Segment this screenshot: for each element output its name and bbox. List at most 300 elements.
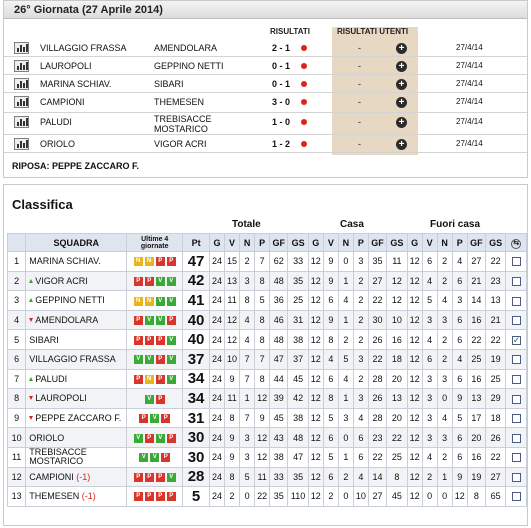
add-prediction-button[interactable]: + [396, 61, 407, 72]
stat-away: 12 [407, 487, 422, 507]
team-name-cell[interactable] [26, 447, 127, 467]
compare-checkbox[interactable] [512, 492, 521, 501]
stat-away: 12 [407, 389, 422, 409]
stat-tot: 5 [255, 291, 270, 311]
add-prediction-button[interactable]: + [396, 97, 407, 108]
team-name[interactable]: PEPPE ZACCARO F. [35, 413, 122, 424]
form-badge: P [156, 395, 165, 404]
stat-away: 13 [485, 291, 505, 311]
position: 9 [8, 408, 26, 428]
stat-away: 22 [485, 330, 505, 350]
stat-home: 4 [338, 291, 353, 311]
form-badge: V [134, 355, 143, 364]
compare-checkbox[interactable] [512, 434, 521, 443]
header-fuori-v: V [422, 234, 437, 252]
stat-away: 3 [452, 291, 467, 311]
standings-table [7, 233, 527, 507]
stat-away: 4 [437, 408, 452, 428]
stat-tot: 11 [255, 467, 270, 487]
header-pos [8, 234, 26, 252]
fixture-row [4, 93, 527, 113]
form-badge: V [167, 336, 176, 345]
stat-away: 18 [485, 408, 505, 428]
compare-icon[interactable]: ⇆ [511, 239, 521, 249]
standings-row [8, 447, 527, 467]
stat-away: 3 [437, 428, 452, 448]
team-name[interactable]: CAMPIONI [29, 471, 74, 482]
trend-down-icon [29, 416, 33, 420]
fixture-row [4, 39, 527, 57]
team-name-cell[interactable] [26, 330, 127, 350]
form-badge: P [167, 492, 176, 501]
standings-row [8, 252, 527, 272]
stat-away: 2 [437, 349, 452, 369]
form-badge: N [134, 297, 143, 306]
stat-tot: 22 [255, 487, 270, 507]
position: 1 [8, 252, 26, 272]
stat-home: 0 [338, 252, 353, 272]
team-name-cell[interactable] [26, 310, 127, 330]
stat-away: 27 [485, 467, 505, 487]
stat-tot: 24 [210, 349, 225, 369]
stat-home: 3 [353, 349, 368, 369]
header-tot-gf: GF [270, 234, 288, 252]
header-casa-p: P [353, 234, 368, 252]
stat-tot: 110 [288, 487, 308, 507]
header-tot-gs: GS [288, 234, 308, 252]
stat-tot: 31 [288, 310, 308, 330]
stat-tot: 2 [240, 252, 255, 272]
stat-tot: 37 [288, 349, 308, 369]
recent-form [127, 487, 183, 507]
stat-home: 0 [338, 428, 353, 448]
stat-tot: 35 [288, 271, 308, 291]
stat-away: 2 [437, 330, 452, 350]
standings-panel [3, 184, 528, 526]
stat-away: 4 [452, 252, 467, 272]
points: 42 [183, 271, 210, 291]
stat-home: 2 [323, 487, 338, 507]
points: 28 [183, 467, 210, 487]
header-fuori-p: P [452, 234, 467, 252]
stat-away: 6 [452, 369, 467, 389]
stat-away: 12 [407, 252, 422, 272]
stat-tot: 33 [288, 252, 308, 272]
stat-home: 8 [323, 389, 338, 409]
form-badge: P [156, 355, 165, 364]
form-badge: V [145, 316, 154, 325]
stat-away: 6 [422, 349, 437, 369]
form-badge: V [150, 414, 159, 423]
form-badge: N [145, 257, 154, 266]
penalty-badge: (-1) [76, 471, 91, 482]
stat-tot: 62 [270, 252, 288, 272]
stat-tot: 5 [240, 467, 255, 487]
stat-away: 25 [485, 369, 505, 389]
stat-home: 22 [387, 428, 407, 448]
team-name[interactable]: THEMESEN [29, 491, 80, 502]
compare-checkbox[interactable] [512, 355, 521, 364]
stat-tot: 24 [210, 291, 225, 311]
team-name[interactable]: ORIOLO [29, 432, 65, 443]
form-badge: P [145, 434, 154, 443]
stat-home: 6 [323, 428, 338, 448]
compare-cell[interactable] [506, 389, 527, 409]
away-team: TREBISACCE MOSTARICO [154, 114, 212, 134]
stat-home: 6 [323, 369, 338, 389]
stat-away: 17 [467, 408, 485, 428]
stat-home: 12 [308, 291, 323, 311]
stat-tot: 8 [255, 271, 270, 291]
away-team: VIGOR ACRI [154, 139, 207, 149]
stat-away: 16 [467, 369, 485, 389]
standings-row [8, 330, 527, 350]
stat-home: 6 [353, 428, 368, 448]
stat-away: 5 [452, 408, 467, 428]
stat-away: 12 [407, 467, 422, 487]
compare-cell[interactable] [506, 369, 527, 389]
team-name[interactable]: MARINA SCHIAV. [29, 256, 101, 267]
stat-tot: 48 [270, 330, 288, 350]
stat-away: 5 [422, 291, 437, 311]
stat-home: 5 [338, 349, 353, 369]
stats-chart-icon[interactable] [14, 78, 29, 90]
stat-tot: 3 [240, 271, 255, 291]
position: 3 [8, 291, 26, 311]
add-prediction-button[interactable]: + [396, 43, 407, 54]
points: 34 [183, 369, 210, 389]
stat-tot: 12 [255, 428, 270, 448]
compare-cell[interactable] [506, 271, 527, 291]
away-team: GEPPINO NETTI [154, 61, 224, 71]
form-badge: P [167, 434, 176, 443]
match-score: 0 - 1 [272, 61, 291, 71]
stat-away: 22 [485, 252, 505, 272]
stat-home: 1 [338, 271, 353, 291]
stat-tot: 45 [288, 369, 308, 389]
stat-tot: 11 [225, 291, 240, 311]
stat-home: 6 [323, 291, 338, 311]
team-name-cell[interactable] [26, 291, 127, 311]
stat-home: 1 [338, 447, 353, 467]
recent-form [127, 252, 183, 272]
stats-chart-icon[interactable] [14, 42, 29, 54]
header-fuori-gs: GS [485, 234, 505, 252]
stat-home: 45 [387, 487, 407, 507]
stat-home: 2 [353, 369, 368, 389]
stat-tot: 47 [288, 447, 308, 467]
compare-checkbox[interactable] [512, 257, 521, 266]
user-result: - [358, 43, 361, 53]
stat-away: 6 [422, 252, 437, 272]
stat-tot: 38 [288, 330, 308, 350]
standings-row [8, 487, 527, 507]
header-pt[interactable]: Pt [183, 234, 210, 252]
stat-tot: 24 [210, 252, 225, 272]
stats-chart-icon[interactable] [14, 116, 29, 128]
team-name-cell[interactable] [26, 369, 127, 389]
stat-home: 11 [387, 252, 407, 272]
away-team: SIBARI [154, 79, 184, 89]
stats-chart-icon[interactable] [14, 96, 29, 108]
compare-checkbox[interactable] [512, 336, 521, 345]
form-badge: P [134, 375, 143, 384]
home-team: LAUROPOLI [40, 61, 92, 71]
stat-home: 12 [308, 252, 323, 272]
form-badge: P [134, 277, 143, 286]
stat-tot: 24 [210, 408, 225, 428]
stat-home: 12 [387, 291, 407, 311]
stat-home: 12 [308, 310, 323, 330]
team-name[interactable]: LAUROPOLI [35, 393, 87, 404]
stats-chart-icon[interactable] [14, 60, 29, 72]
stat-home: 28 [368, 369, 386, 389]
recent-form [127, 349, 183, 369]
team-name[interactable]: VIGOR ACRI [35, 275, 88, 286]
stat-home: 12 [308, 487, 323, 507]
penalty-badge: (-1) [81, 491, 96, 502]
stat-away: 12 [407, 310, 422, 330]
standings-row [8, 408, 527, 428]
live-status-dot-icon [301, 45, 307, 51]
form-badge: V [139, 453, 148, 462]
stat-away: 0 [422, 487, 437, 507]
add-prediction-button[interactable]: + [396, 79, 407, 90]
stat-tot: 15 [225, 252, 240, 272]
stat-home: 12 [308, 428, 323, 448]
form-badge: V [150, 453, 159, 462]
header-squadra[interactable]: SQUADRA [26, 234, 127, 252]
form-badge: P [145, 336, 154, 345]
team-name-cell[interactable] [26, 467, 127, 487]
team-name-cell[interactable] [26, 408, 127, 428]
live-status-dot-icon [301, 119, 307, 125]
header-tot-g: G [210, 234, 225, 252]
stat-home: 1 [338, 310, 353, 330]
stat-away: 4 [422, 271, 437, 291]
stat-tot: 8 [225, 408, 240, 428]
stat-away: 6 [452, 428, 467, 448]
stat-tot: 35 [270, 487, 288, 507]
stat-home: 12 [308, 447, 323, 467]
stat-away: 4 [452, 349, 467, 369]
compare-cell[interactable] [506, 252, 527, 272]
stat-away: 1 [437, 467, 452, 487]
trend-up-icon [29, 298, 33, 302]
team-name-cell[interactable] [26, 487, 127, 507]
team-name-cell[interactable] [26, 349, 127, 369]
stat-tot: 0 [240, 487, 255, 507]
position: 8 [8, 389, 26, 409]
compare-checkbox[interactable] [512, 453, 521, 462]
team-name[interactable]: TREBISACCE MOSTARICO [29, 447, 87, 467]
team-name[interactable]: GEPPINO NETTI [35, 295, 105, 306]
standings-row [8, 389, 527, 409]
header-tot-v: V [225, 234, 240, 252]
stat-home: 3 [353, 252, 368, 272]
compare-cell[interactable] [506, 349, 527, 369]
recent-form [127, 291, 183, 311]
stat-home: 6 [323, 467, 338, 487]
team-name-cell[interactable] [26, 271, 127, 291]
points: 30 [183, 428, 210, 448]
stat-away: 21 [467, 271, 485, 291]
form-badge: N [145, 375, 154, 384]
compare-cell[interactable] [506, 310, 527, 330]
stat-away: 13 [467, 389, 485, 409]
points: 47 [183, 252, 210, 272]
form-badge: V [156, 316, 165, 325]
stat-home: 2 [353, 271, 368, 291]
stat-tot: 12 [225, 330, 240, 350]
recent-form [127, 330, 183, 350]
stat-home: 5 [323, 447, 338, 467]
stat-home: 2 [338, 467, 353, 487]
stat-tot: 24 [210, 271, 225, 291]
compare-cell[interactable] [506, 447, 527, 467]
stat-tot: 46 [270, 310, 288, 330]
stats-chart-icon[interactable] [14, 138, 29, 150]
group-header-fuori-casa: Fuori casa [430, 219, 481, 230]
team-name[interactable]: SIBARI [29, 334, 59, 345]
home-team: VILLAGGIO FRASSA [40, 43, 127, 53]
add-prediction-button[interactable]: + [396, 117, 407, 128]
team-name[interactable]: PALUDI [35, 373, 68, 384]
away-team: AMENDOLARA [154, 43, 218, 53]
compare-checkbox[interactable] [512, 297, 521, 306]
match-score: 1 - 0 [272, 117, 291, 127]
compare-checkbox[interactable] [512, 414, 521, 423]
stat-tot: 1 [240, 389, 255, 409]
compare-cell[interactable] [506, 330, 527, 350]
stat-tot: 9 [225, 428, 240, 448]
stat-away: 6 [452, 447, 467, 467]
stat-home: 1 [338, 389, 353, 409]
match-score: 1 - 2 [272, 139, 291, 149]
compare-cell[interactable] [506, 408, 527, 428]
compare-cell[interactable] [506, 291, 527, 311]
compare-cell[interactable] [506, 467, 527, 487]
header-compare[interactable] [506, 234, 527, 252]
stat-home: 0 [338, 487, 353, 507]
header-tot-p: P [255, 234, 270, 252]
header-fuori-n: N [437, 234, 452, 252]
stat-home: 8 [323, 330, 338, 350]
stat-away: 2 [422, 467, 437, 487]
stat-home: 2 [338, 330, 353, 350]
live-status-dot-icon [301, 81, 307, 87]
compare-checkbox[interactable] [512, 473, 521, 482]
form-badge: P [134, 336, 143, 345]
stat-home: 27 [368, 487, 386, 507]
points: 31 [183, 408, 210, 428]
compare-checkbox[interactable] [512, 395, 521, 404]
team-name[interactable]: VILLAGGIO FRASSA [29, 354, 116, 365]
user-result: - [358, 97, 361, 107]
stat-tot: 9 [225, 369, 240, 389]
header-casa-v: V [323, 234, 338, 252]
position: 11 [8, 447, 26, 467]
position: 7 [8, 369, 26, 389]
compare-checkbox[interactable] [512, 277, 521, 286]
stat-tot: 8 [225, 467, 240, 487]
stat-home: 12 [308, 408, 323, 428]
stat-tot: 13 [225, 271, 240, 291]
stat-away: 16 [467, 310, 485, 330]
stat-tot: 7 [240, 408, 255, 428]
stat-away: 2 [437, 447, 452, 467]
points: 41 [183, 291, 210, 311]
team-name[interactable]: AMENDOLARA [35, 315, 99, 326]
stat-home: 12 [387, 271, 407, 291]
match-date: 27/4/14 [456, 139, 483, 148]
header-casa-gs: GS [387, 234, 407, 252]
recent-form [127, 467, 183, 487]
fixtures-title: 26° Giornata (27 Aprile 2014) [4, 1, 527, 19]
stat-home: 12 [308, 369, 323, 389]
stat-home: 5 [323, 408, 338, 428]
stat-home: 3 [353, 389, 368, 409]
stat-tot: 47 [270, 349, 288, 369]
group-header-totale: Totale [232, 219, 261, 230]
form-badge: V [156, 277, 165, 286]
position: 13 [8, 487, 26, 507]
header-fuori-g: G [407, 234, 422, 252]
compare-checkbox[interactable] [512, 375, 521, 384]
stat-home: 9 [323, 271, 338, 291]
team-name-cell[interactable] [26, 389, 127, 409]
stat-away: 12 [407, 369, 422, 389]
live-status-dot-icon [301, 141, 307, 147]
stat-tot: 4 [240, 330, 255, 350]
compare-cell[interactable] [506, 487, 527, 507]
stat-home: 30 [368, 310, 386, 330]
add-prediction-button[interactable]: + [396, 139, 407, 150]
stat-away: 3 [422, 389, 437, 409]
stat-home: 2 [353, 330, 368, 350]
stat-tot: 48 [288, 428, 308, 448]
stat-home: 2 [353, 310, 368, 330]
stat-away: 9 [452, 467, 467, 487]
stat-tot: 24 [210, 369, 225, 389]
live-status-dot-icon [301, 63, 307, 69]
stat-away: 16 [467, 447, 485, 467]
stat-away: 6 [452, 310, 467, 330]
match-date: 27/4/14 [456, 97, 483, 106]
stat-away: 25 [467, 349, 485, 369]
compare-cell[interactable] [506, 428, 527, 448]
standings-row [8, 369, 527, 389]
points: 5 [183, 487, 210, 507]
team-name-cell[interactable] [26, 428, 127, 448]
compare-checkbox[interactable] [512, 316, 521, 325]
stat-away: 3 [437, 369, 452, 389]
stat-tot: 24 [210, 487, 225, 507]
form-badge: V [167, 355, 176, 364]
stat-home: 20 [387, 369, 407, 389]
stat-tot: 7 [240, 369, 255, 389]
stat-tot: 4 [240, 310, 255, 330]
stat-tot: 8 [255, 330, 270, 350]
form-badge: P [156, 473, 165, 482]
standings-title: Classifica [12, 197, 73, 212]
header-fuori-gf: GF [467, 234, 485, 252]
header-casa-g: G [308, 234, 323, 252]
team-name-cell[interactable] [26, 252, 127, 272]
home-team: MARINA SCHIAV. [40, 79, 112, 89]
stat-tot: 3 [240, 447, 255, 467]
stat-away: 14 [467, 291, 485, 311]
